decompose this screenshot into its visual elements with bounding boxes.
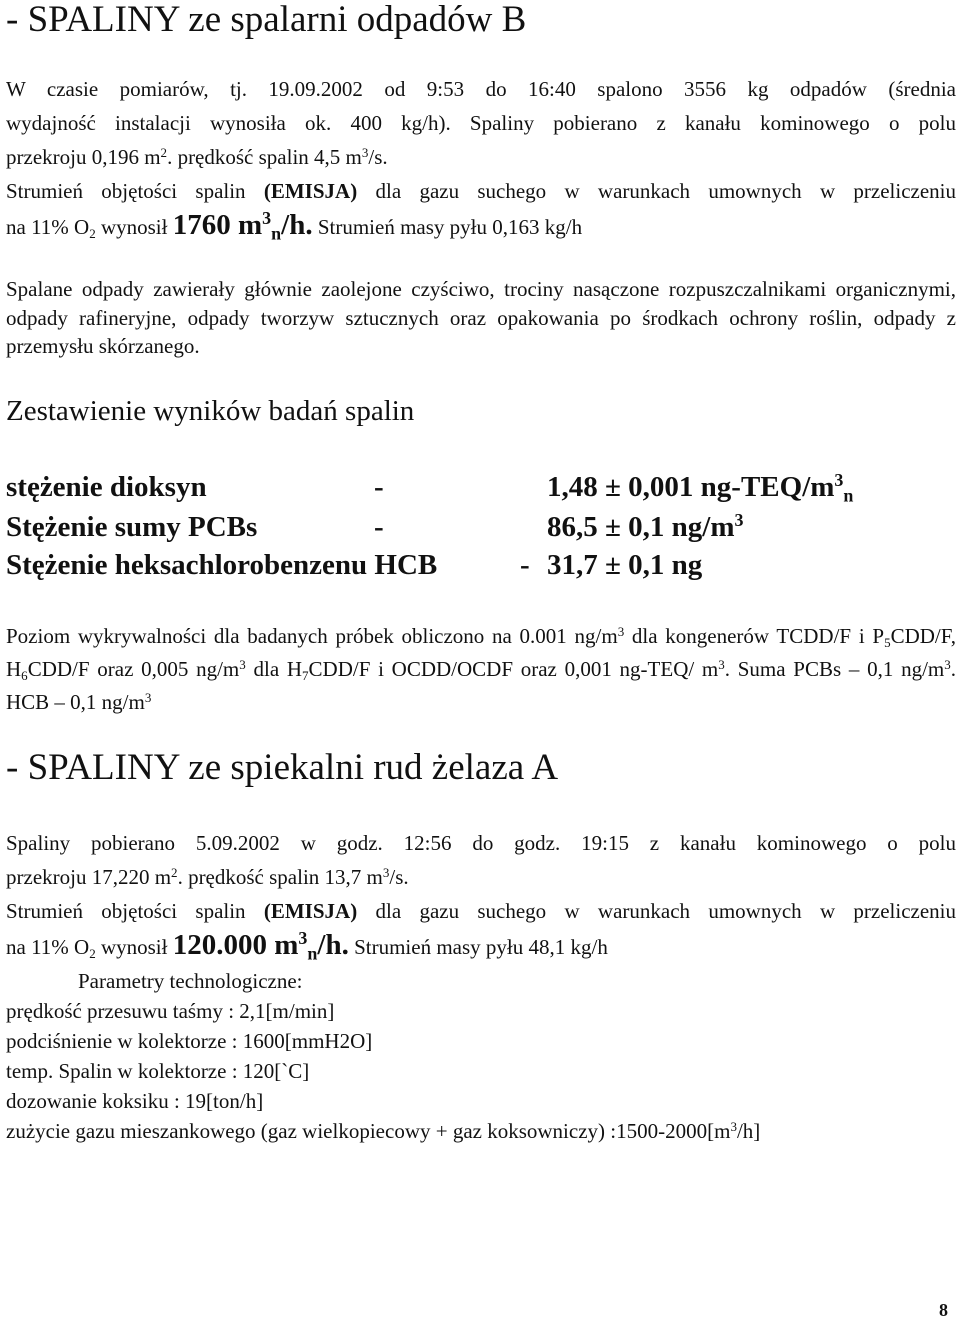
emission-line: na 11% $O_2$ wynosił 120.000 $m^3_n/h$. Strumień masy pyłu 48,1 kg/h <box>6 928 608 964</box>
emission-line: na 11% $O_2$ wynosił 1760 $m^3_n/h$. Strumień masy pyłu 0,163 kg/h <box>6 208 583 244</box>
text-line: W czasie pomiarów, tj. 19.09.2002 od 9:53 do 16:40 spalono 3556 kg odpadów (średnia <box>6 77 956 101</box>
result-value: 31,7 ± 0,1 ng <box>547 549 703 581</box>
parameter-item: podciśnienie w kolektorze : 1600[mmH2O] <box>6 1029 373 1053</box>
section-title-sinter-plant: - SPALINY ze spiekalni rud żelaza A <box>6 747 559 788</box>
incinerator-measurement-paragraph <box>6 72 956 244</box>
text-line: Strumień objętości spalin (EMISJA) dla gazu suchego w warunkach umownych w przeliczeniu <box>6 179 957 203</box>
result-dash: - <box>374 471 384 503</box>
result-label: Stężenie sumy PCBs <box>6 511 258 543</box>
text-line: Spaliny pobierano 5.09.2002 w godz. 12:56 do godz. 19:15 z kanału kominowego o polu <box>6 831 956 855</box>
result-dash: - <box>520 549 530 581</box>
parameter-item: dozowanie koksiku : 19[ton/h] <box>6 1089 264 1113</box>
result-label: stężenie dioksyn <box>6 471 207 503</box>
text-line: wydajność instalacji wynosiła ok. 400 kg/h). Spaliny pobierano z kanału kominowego o polu <box>6 111 956 135</box>
summary-heading: Zestawienie wyników badań spalin <box>6 395 415 427</box>
parameter-item: temp. Spalin w kolektorze : 120[`C] <box>6 1059 310 1083</box>
emission-value: 120.000 $m^3_n/h$. <box>172 928 349 964</box>
parameter-item: zużycie gazu mieszankowego (gaz wielkopiecowy + gaz koksowniczy) $:1500-2000[m^3/h]$ <box>6 1118 761 1143</box>
parameter-item: prędkość przesuwu taśmy : 2,1[m/min] <box>6 999 335 1023</box>
waste-composition-paragraph <box>6 275 956 361</box>
result-row-dioxins <box>6 468 960 506</box>
result-label: Stężenie heksachlorobenzenu HCB <box>6 549 438 581</box>
parameters-title: Parametry technologiczne: <box>78 969 303 993</box>
emission-value: 1760 $m^3_n/h$. <box>172 208 313 244</box>
result-row-hcb <box>6 546 960 584</box>
result-row-pcbs <box>6 508 960 546</box>
result-value: 86,5 ± 0,1 $ng/m^3$ <box>547 510 744 543</box>
text-line: przekroju 0,196 $m^2$. prędkość spalin 4,5 $m^3/s$. <box>6 144 388 169</box>
detection-limit-paragraph <box>6 620 956 719</box>
result-dash: - <box>374 511 384 543</box>
section-title-waste-incinerator: - SPALINY ze spalarni odpadów B <box>6 0 527 40</box>
page-number: 8 <box>939 1300 948 1320</box>
result-value: 1,48 ± 0,001 $ng-TEQ/m^3_n$ <box>547 470 854 506</box>
technological-parameters <box>6 966 956 1146</box>
text-line: Strumień objętości spalin (EMISJA) dla gazu suchego w warunkach umownych w przeliczeniu <box>6 899 957 923</box>
detection-limit-text: Poziom wykrywalności dla badanych próbek obliczono na 0.001 $ng/m^3$ dla kongenerów TCDD/F i $P_5CDD/F$, $H_6CDD/F$ oraz 0,005 $ng/m^3$ dla $H_7CDD/F$ i OCDD/OCDF oraz 0,001 ng-TEQ/ $m^3$. Suma PCBs – 0,1 $ng/m^3$. HCB – 0,1 $ng/m^3$ <box>6 623 956 714</box>
waste-composition-text: Spalane odpady zawierały głównie zaolejone czyściwo, trociny nasączone rozpuszczalnikami organicznymi, odpady rafineryjne, odpady tworzyw sztucznych oraz opakowania po środkach ochrony roślin, odpady z przemysłu skórzanego. <box>6 277 956 358</box>
text-line: przekroju 17,220 $m^2$. prędkość spalin 13,7 $m^3/s$. <box>6 864 409 889</box>
sinter-measurement-paragraph <box>6 826 956 964</box>
